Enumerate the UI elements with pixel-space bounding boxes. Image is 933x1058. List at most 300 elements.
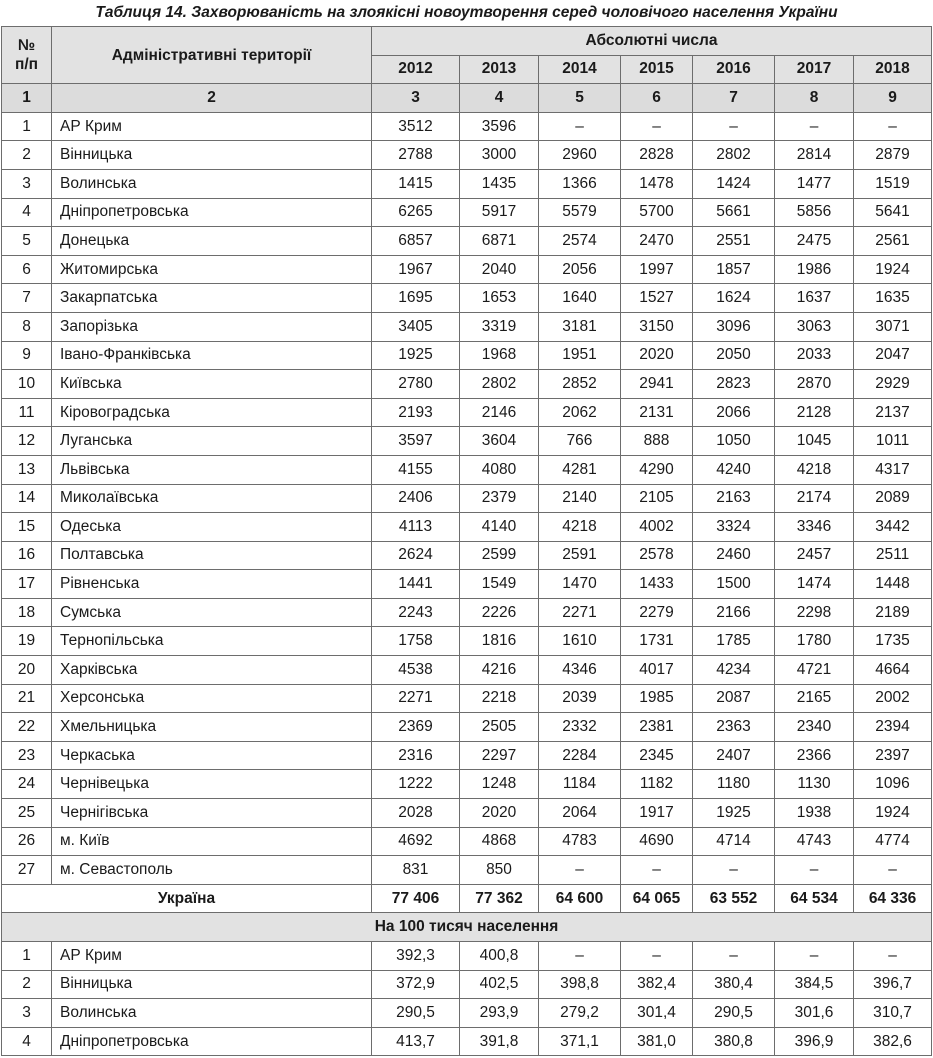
row-number: 2 [2,970,52,999]
column-index-cell: 9 [854,84,932,113]
value-cell: 1653 [460,284,539,313]
territory-name: Одеська [52,513,372,542]
value-cell: 3596 [460,112,539,141]
row-number: 4 [2,198,52,227]
value-cell: 2243 [372,598,460,627]
value-cell: 2332 [539,713,621,742]
table-row [2,741,932,770]
value-cell: 1477 [775,169,854,198]
year-header: 2013 [460,55,539,84]
territory-name: Запорізька [52,312,372,341]
value-cell: 2279 [621,598,693,627]
territory-name: Кіровоградська [52,398,372,427]
value-cell: 4538 [372,656,460,685]
value-cell: 4017 [621,656,693,685]
value-cell: 1180 [693,770,775,799]
row-number: 20 [2,656,52,685]
value-cell: 2406 [372,484,460,513]
value-cell: 290,5 [372,999,460,1028]
value-cell: 1925 [693,799,775,828]
value-cell: 301,6 [775,999,854,1028]
value-cell: 4218 [539,513,621,542]
value-cell: 2020 [621,341,693,370]
column-header-absolute: Абсолютні числа [372,27,932,56]
absolute-numbers-body [2,112,932,884]
value-cell: 1917 [621,799,693,828]
total-label: Україна [2,884,372,913]
value-cell: 3324 [693,513,775,542]
value-cell: 2879 [854,141,932,170]
table-header [2,27,932,113]
row-number: 17 [2,570,52,599]
value-cell: 5579 [539,198,621,227]
value-cell: 293,9 [460,999,539,1028]
value-cell: 4240 [693,455,775,484]
value-cell: 2064 [539,799,621,828]
value-cell: 4234 [693,656,775,685]
territory-name: Чернівецька [52,770,372,799]
value-cell: 1924 [854,255,932,284]
value-cell: 3405 [372,312,460,341]
value-cell: 4714 [693,827,775,856]
row-number: 9 [2,341,52,370]
value-cell: 2460 [693,541,775,570]
value-cell: 1635 [854,284,932,313]
value-cell: 380,8 [693,1027,775,1056]
row-number: 11 [2,398,52,427]
year-header: 2017 [775,55,854,84]
table-row [2,684,932,713]
value-cell: 2050 [693,341,775,370]
value-cell: 1448 [854,570,932,599]
value-cell: 1130 [775,770,854,799]
column-index-cell: 6 [621,84,693,113]
year-header: 2012 [372,55,460,84]
table-row [2,255,932,284]
value-cell: 2039 [539,684,621,713]
table-row [2,970,932,999]
table-row [2,455,932,484]
table-row [2,541,932,570]
value-cell: 372,9 [372,970,460,999]
row-number: 26 [2,827,52,856]
value-cell: – [854,112,932,141]
value-cell: 2828 [621,141,693,170]
value-cell: 5856 [775,198,854,227]
value-cell: 2066 [693,398,775,427]
value-cell: 4692 [372,827,460,856]
table-row [2,598,932,627]
value-cell: 2131 [621,398,693,427]
value-cell: 1433 [621,570,693,599]
value-cell: 2363 [693,713,775,742]
value-cell: 382,6 [854,1027,932,1056]
value-cell: – [775,942,854,971]
value-cell: 2062 [539,398,621,427]
table-row [2,627,932,656]
table-row [2,427,932,456]
table-row [2,942,932,971]
value-cell: – [775,856,854,885]
value-cell: 3319 [460,312,539,341]
value-cell: 1549 [460,570,539,599]
value-cell: 310,7 [854,999,932,1028]
table-row [2,856,932,885]
value-cell: 2551 [693,227,775,256]
value-cell: 402,5 [460,970,539,999]
value-cell: 1925 [372,341,460,370]
table-row [2,398,932,427]
row-number: 14 [2,484,52,513]
value-cell: 4281 [539,455,621,484]
value-cell: 396,7 [854,970,932,999]
value-cell: 4290 [621,455,693,484]
value-cell: 1435 [460,169,539,198]
value-cell: 1610 [539,627,621,656]
value-cell: 384,5 [775,970,854,999]
territory-name: Херсонська [52,684,372,713]
value-cell: 1640 [539,284,621,313]
value-cell: 1938 [775,799,854,828]
value-cell: 1441 [372,570,460,599]
territory-name: Тернопільська [52,627,372,656]
value-cell: 4721 [775,656,854,685]
value-cell: 2163 [693,484,775,513]
column-index-cell: 3 [372,84,460,113]
value-cell: 2870 [775,370,854,399]
table-row [2,770,932,799]
row-number: 23 [2,741,52,770]
value-cell: 3096 [693,312,775,341]
territory-name: Дніпропетровська [52,198,372,227]
value-cell: 301,4 [621,999,693,1028]
column-index-cell: 7 [693,84,775,113]
value-cell: 888 [621,427,693,456]
value-cell: 1011 [854,427,932,456]
table-row [2,312,932,341]
value-cell: 2166 [693,598,775,627]
table-row [2,198,932,227]
value-cell: 1519 [854,169,932,198]
value-cell: 2340 [775,713,854,742]
value-cell: 1857 [693,255,775,284]
total-value-cell: 77 362 [460,884,539,913]
value-cell: 2561 [854,227,932,256]
value-cell: 4690 [621,827,693,856]
value-cell: 2624 [372,541,460,570]
row-number: 18 [2,598,52,627]
row-number: 10 [2,370,52,399]
row-number: 25 [2,799,52,828]
row-number: 1 [2,942,52,971]
row-number: 27 [2,856,52,885]
value-cell: – [621,112,693,141]
value-cell: 2780 [372,370,460,399]
value-cell: 3442 [854,513,932,542]
value-cell: 4774 [854,827,932,856]
column-header-territory: Адміністративні території [52,27,372,84]
territory-name: Волинська [52,999,372,1028]
value-cell: – [621,856,693,885]
value-cell: 2591 [539,541,621,570]
table-row [2,141,932,170]
row-number: 2 [2,141,52,170]
year-header: 2018 [854,55,932,84]
row-number: 3 [2,169,52,198]
value-cell: 2297 [460,741,539,770]
value-cell: 1758 [372,627,460,656]
value-cell: 4216 [460,656,539,685]
value-cell: 2028 [372,799,460,828]
table-row [2,513,932,542]
value-cell: 2345 [621,741,693,770]
territory-name: Дніпропетровська [52,1027,372,1056]
value-cell: 5917 [460,198,539,227]
value-cell: 381,0 [621,1027,693,1056]
value-cell: 1735 [854,627,932,656]
value-cell: 2128 [775,398,854,427]
value-cell: 831 [372,856,460,885]
row-number: 5 [2,227,52,256]
territory-name: Черкаська [52,741,372,770]
value-cell: 2369 [372,713,460,742]
value-cell: 382,4 [621,970,693,999]
value-cell: 2394 [854,713,932,742]
value-cell: 2505 [460,713,539,742]
value-cell: 5700 [621,198,693,227]
value-cell: 2788 [372,141,460,170]
value-cell: – [539,942,621,971]
row-number: 15 [2,513,52,542]
value-cell: – [854,856,932,885]
territory-name: Житомирська [52,255,372,284]
value-cell: 1968 [460,341,539,370]
total-value-cell: 64 534 [775,884,854,913]
value-cell: 4113 [372,513,460,542]
territory-name: АР Крим [52,112,372,141]
row-number: 1 [2,112,52,141]
column-index-cell: 4 [460,84,539,113]
year-header: 2016 [693,55,775,84]
table-row [2,227,932,256]
value-cell: 1997 [621,255,693,284]
value-cell: 4346 [539,656,621,685]
year-header: 2015 [621,55,693,84]
total-value-cell: 64 600 [539,884,621,913]
value-cell: 1780 [775,627,854,656]
total-row [2,884,932,913]
value-cell: 4783 [539,827,621,856]
value-cell: 1050 [693,427,775,456]
row-number: 16 [2,541,52,570]
value-cell: 391,8 [460,1027,539,1056]
value-cell: 400,8 [460,942,539,971]
value-cell: 1415 [372,169,460,198]
territory-name: м. Севастополь [52,856,372,885]
territory-name: Чернігівська [52,799,372,828]
value-cell: 2271 [539,598,621,627]
table-row [2,799,932,828]
table-row [2,713,932,742]
territory-name: Рівненська [52,570,372,599]
value-cell: 3063 [775,312,854,341]
value-cell: 2457 [775,541,854,570]
territory-name: Полтавська [52,541,372,570]
value-cell: 2470 [621,227,693,256]
value-cell: 2047 [854,341,932,370]
value-cell: 413,7 [372,1027,460,1056]
value-cell: 4080 [460,455,539,484]
section-row-per100k [2,913,932,942]
value-cell: 2511 [854,541,932,570]
value-cell: 1424 [693,169,775,198]
value-cell: 2381 [621,713,693,742]
per100k-body [2,942,932,1056]
value-cell: 2823 [693,370,775,399]
row-number: 3 [2,999,52,1028]
value-cell: 2574 [539,227,621,256]
value-cell: 1222 [372,770,460,799]
value-cell: 2174 [775,484,854,513]
value-cell: 1248 [460,770,539,799]
table-row [2,370,932,399]
value-cell: 2397 [854,741,932,770]
value-cell: 1637 [775,284,854,313]
value-cell: 2089 [854,484,932,513]
value-cell: 2366 [775,741,854,770]
value-cell: 279,2 [539,999,621,1028]
value-cell: 2193 [372,398,460,427]
value-cell: 3512 [372,112,460,141]
value-cell: 2105 [621,484,693,513]
value-cell: 1624 [693,284,775,313]
table-row [2,112,932,141]
value-cell: 2033 [775,341,854,370]
value-cell: 2407 [693,741,775,770]
value-cell: – [693,942,775,971]
year-header: 2014 [539,55,621,84]
value-cell: 392,3 [372,942,460,971]
value-cell: 2140 [539,484,621,513]
value-cell: 2475 [775,227,854,256]
value-cell: 2271 [372,684,460,713]
value-cell: 3000 [460,141,539,170]
table-row [2,341,932,370]
value-cell: 398,8 [539,970,621,999]
value-cell: 2087 [693,684,775,713]
territory-name: Сумська [52,598,372,627]
value-cell: 2189 [854,598,932,627]
value-cell: 2020 [460,799,539,828]
table-row [2,484,932,513]
value-cell: – [775,112,854,141]
value-cell: 1184 [539,770,621,799]
value-cell: 2802 [693,141,775,170]
table-row [2,1027,932,1056]
territory-name: Харківська [52,656,372,685]
value-cell: 2218 [460,684,539,713]
value-cell: – [539,856,621,885]
value-cell: 2599 [460,541,539,570]
territory-name: Вінницька [52,141,372,170]
value-cell: – [539,112,621,141]
value-cell: 4140 [460,513,539,542]
total-value-cell: 77 406 [372,884,460,913]
territory-name: АР Крим [52,942,372,971]
value-cell: 3604 [460,427,539,456]
row-number: 12 [2,427,52,456]
total-value-cell: 63 552 [693,884,775,913]
value-cell: 1478 [621,169,693,198]
territory-name: Львівська [52,455,372,484]
value-cell: 2056 [539,255,621,284]
value-cell: 5661 [693,198,775,227]
table-row [2,656,932,685]
column-header-number [2,27,52,84]
total-value-cell: 64 065 [621,884,693,913]
incidence-table [1,26,932,1056]
value-cell: 4002 [621,513,693,542]
value-cell: 4868 [460,827,539,856]
value-cell: 2284 [539,741,621,770]
column-index-cell: 8 [775,84,854,113]
row-number: 13 [2,455,52,484]
value-cell: 6857 [372,227,460,256]
value-cell: 6265 [372,198,460,227]
value-cell: 2960 [539,141,621,170]
value-cell: 1785 [693,627,775,656]
value-cell: 2379 [460,484,539,513]
value-cell: 2137 [854,398,932,427]
total-body [2,884,932,941]
table-row [2,570,932,599]
value-cell: 3346 [775,513,854,542]
value-cell: 4317 [854,455,932,484]
table-row [2,827,932,856]
row-number: 8 [2,312,52,341]
value-cell: – [693,112,775,141]
row-number: 24 [2,770,52,799]
value-cell: 380,4 [693,970,775,999]
table-caption: Таблиця 14. Захворюваність на злоякісні новоутворення серед чоловічого населення України [95,4,838,21]
value-cell: 1967 [372,255,460,284]
table-row [2,284,932,313]
territory-name: Івано-Франківська [52,341,372,370]
value-cell: 1986 [775,255,854,284]
value-cell: 2002 [854,684,932,713]
value-cell: 1695 [372,284,460,313]
column-index-cell: 2 [52,84,372,113]
column-index-row [2,84,932,113]
value-cell: – [621,942,693,971]
territory-name: Луганська [52,427,372,456]
value-cell: – [854,942,932,971]
value-cell: – [693,856,775,885]
value-cell: 2929 [854,370,932,399]
value-cell: 2146 [460,398,539,427]
territory-name: Вінницька [52,970,372,999]
territory-name: Миколаївська [52,484,372,513]
value-cell: 1182 [621,770,693,799]
territory-name: м. Київ [52,827,372,856]
value-cell: 2852 [539,370,621,399]
territory-name: Київська [52,370,372,399]
value-cell: 4155 [372,455,460,484]
value-cell: 3150 [621,312,693,341]
value-cell: 1816 [460,627,539,656]
value-cell: 2578 [621,541,693,570]
value-cell: 3597 [372,427,460,456]
